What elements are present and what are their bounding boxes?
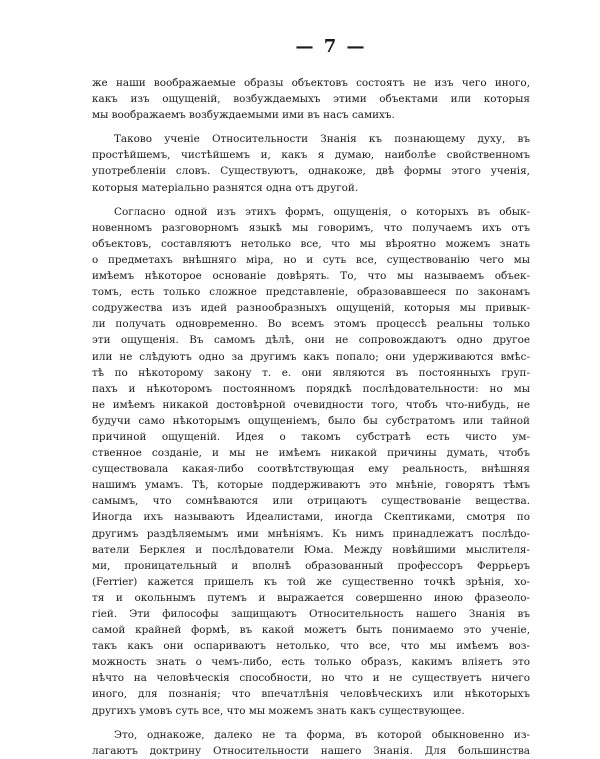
text-line: которыя матеріально разнятся одна отъ другой. <box>92 181 359 194</box>
text-line: ми, проницательный и вполнѣ образованный профессоръ Феррьеръ <box>92 559 530 572</box>
text-line: ли получать одновременно. Во всемъ этомъ процессѣ реальны только <box>92 318 530 331</box>
text-line: мы воображаемъ возбуждаемыми ими въ насъ самихъ. <box>92 109 395 122</box>
text-line: какъ изъ ощущеній, возбуждаемыхъ этими объектами или которыя <box>92 93 530 106</box>
text-line: (Ferrier) кажется пришелъ къ той же существенно точкѣ зрѣнія, хо- <box>92 575 530 588</box>
text-line: употребленіи словъ. Существуютъ, однакоже, двѣ формы этого ученія, <box>92 165 530 178</box>
paragraph <box>92 131 530 195</box>
text-line: нѣчто на человѣческія способности, но что и не существуетъ ничего <box>92 672 530 685</box>
text-line: эти ощущенія. Въ самомъ дѣлѣ, они не сопровождаютъ одно другое <box>92 334 530 347</box>
text-line: нашимъ умамъ. Тѣ, которые поддерживаютъ это мнѣніе, говорятъ тѣмъ <box>92 479 530 492</box>
text-line: пахъ и нѣкоторомъ постоянномъ порядкѣ послѣдовательности: но мы <box>92 382 530 395</box>
page-number: — 7 — <box>295 36 367 57</box>
text-line: самой крайней формѣ, въ какой можетъ быть понимаемо это ученіе, <box>92 624 530 637</box>
text-line: будучи само нѣкоторымъ ощущеніемъ, было бы субстратомъ или тайной <box>92 414 530 427</box>
text-line: не имѣемъ никакой достовѣрной очевидности того, чтобъ что-нибудь, не <box>92 398 530 411</box>
text-line: ватели Берклея и послѣдователи Юма. Между новѣйшими мыслителя- <box>92 543 530 556</box>
text-line: Это, однакоже, далеко не та форма, въ которой обыкновенно из- <box>114 728 530 741</box>
text-line: такъ какъ они оспариваютъ нетолько, что все, что мы имѣемъ воз- <box>92 640 530 653</box>
text-line: же наши воображаемые образы объектовъ состоятъ не изъ чего иного, <box>92 77 530 89</box>
text-line: причиной ощущеній. Идея о такомъ субстратѣ есть чисто ум- <box>92 430 530 443</box>
text-line: существовала какая-либо соотвѣтствующая ему реальность, внѣшняя <box>92 463 530 476</box>
text-line: томъ, есть только сложное представленіе, образовавшееся по законамъ <box>92 286 530 299</box>
text-line: простѣйшемъ, чистѣйшемъ и, какъ я думаю, наиболѣе свойственномъ <box>92 149 530 162</box>
text-line: имѣемъ нѣкоторое основаніе довѣрять. То, что мы называемъ объек- <box>92 270 530 283</box>
paragraph <box>92 75 530 123</box>
text-line: новенномъ разговорномъ языкѣ мы говоримъ, что получаемъ ихъ отъ <box>92 221 530 234</box>
text-line: Таково ученіе Относительности Знанія къ познающему духу, въ <box>114 133 530 146</box>
text-line: ственное созданіе, и мы не имѣемъ никакой причины думать, чтобъ <box>92 447 530 460</box>
text-line: тѣ по нѣкоторому закону т. е. они являются въ постоянныхъ груп- <box>92 366 530 379</box>
text-line: о предметахъ внѣшняго міра, но и суть все, существованію чего мы <box>92 253 530 266</box>
paragraph <box>92 727 530 759</box>
text-line: самымъ, что сомнѣваются или отрицаютъ существованіе вещества. <box>92 495 530 508</box>
text-line: тя и окольнымъ путемъ и выражается совершенно иною фразеоло- <box>92 591 530 604</box>
text-line: иного, для познанія; что впечатлѣнія человѣческихъ или нѣкоторыхъ <box>92 688 530 701</box>
text-line: можность знать о чемъ-либо, есть только образъ, какимъ вліяетъ это <box>92 656 530 669</box>
text-line: или не слѣдуютъ одно за другимъ какъ попало; они удерживаются вмѣс- <box>92 350 530 363</box>
text-line: другихъ умовъ суть все, что мы можемъ знать какъ существующее. <box>92 704 465 717</box>
text-line: объектовъ, составляютъ нетолько все, что мы вѣроятно можемъ знать <box>92 237 530 250</box>
text-line: Иногда ихъ называютъ Идеалистами, иногда Скептиками, смотря по <box>92 511 530 524</box>
body-text <box>92 75 530 759</box>
text-line: Согласно одной изъ этихъ формъ, ощущенія, о которыхъ въ обык- <box>114 205 530 218</box>
paragraph <box>92 204 530 719</box>
text-line: лагаютъ доктрину Относительности нашего Знанія. Для большинства <box>92 744 530 757</box>
text-line: другимъ раздѣляемымъ ими мнѣніямъ. Къ нимъ принадлежатъ послѣдо- <box>92 527 530 540</box>
text-line: гіей. Эти философы защищаютъ Относительность нашего Знанія въ <box>92 608 530 620</box>
text-line: содружества изъ идей разнообразныхъ ощущеній, которыя мы привык- <box>92 302 530 315</box>
